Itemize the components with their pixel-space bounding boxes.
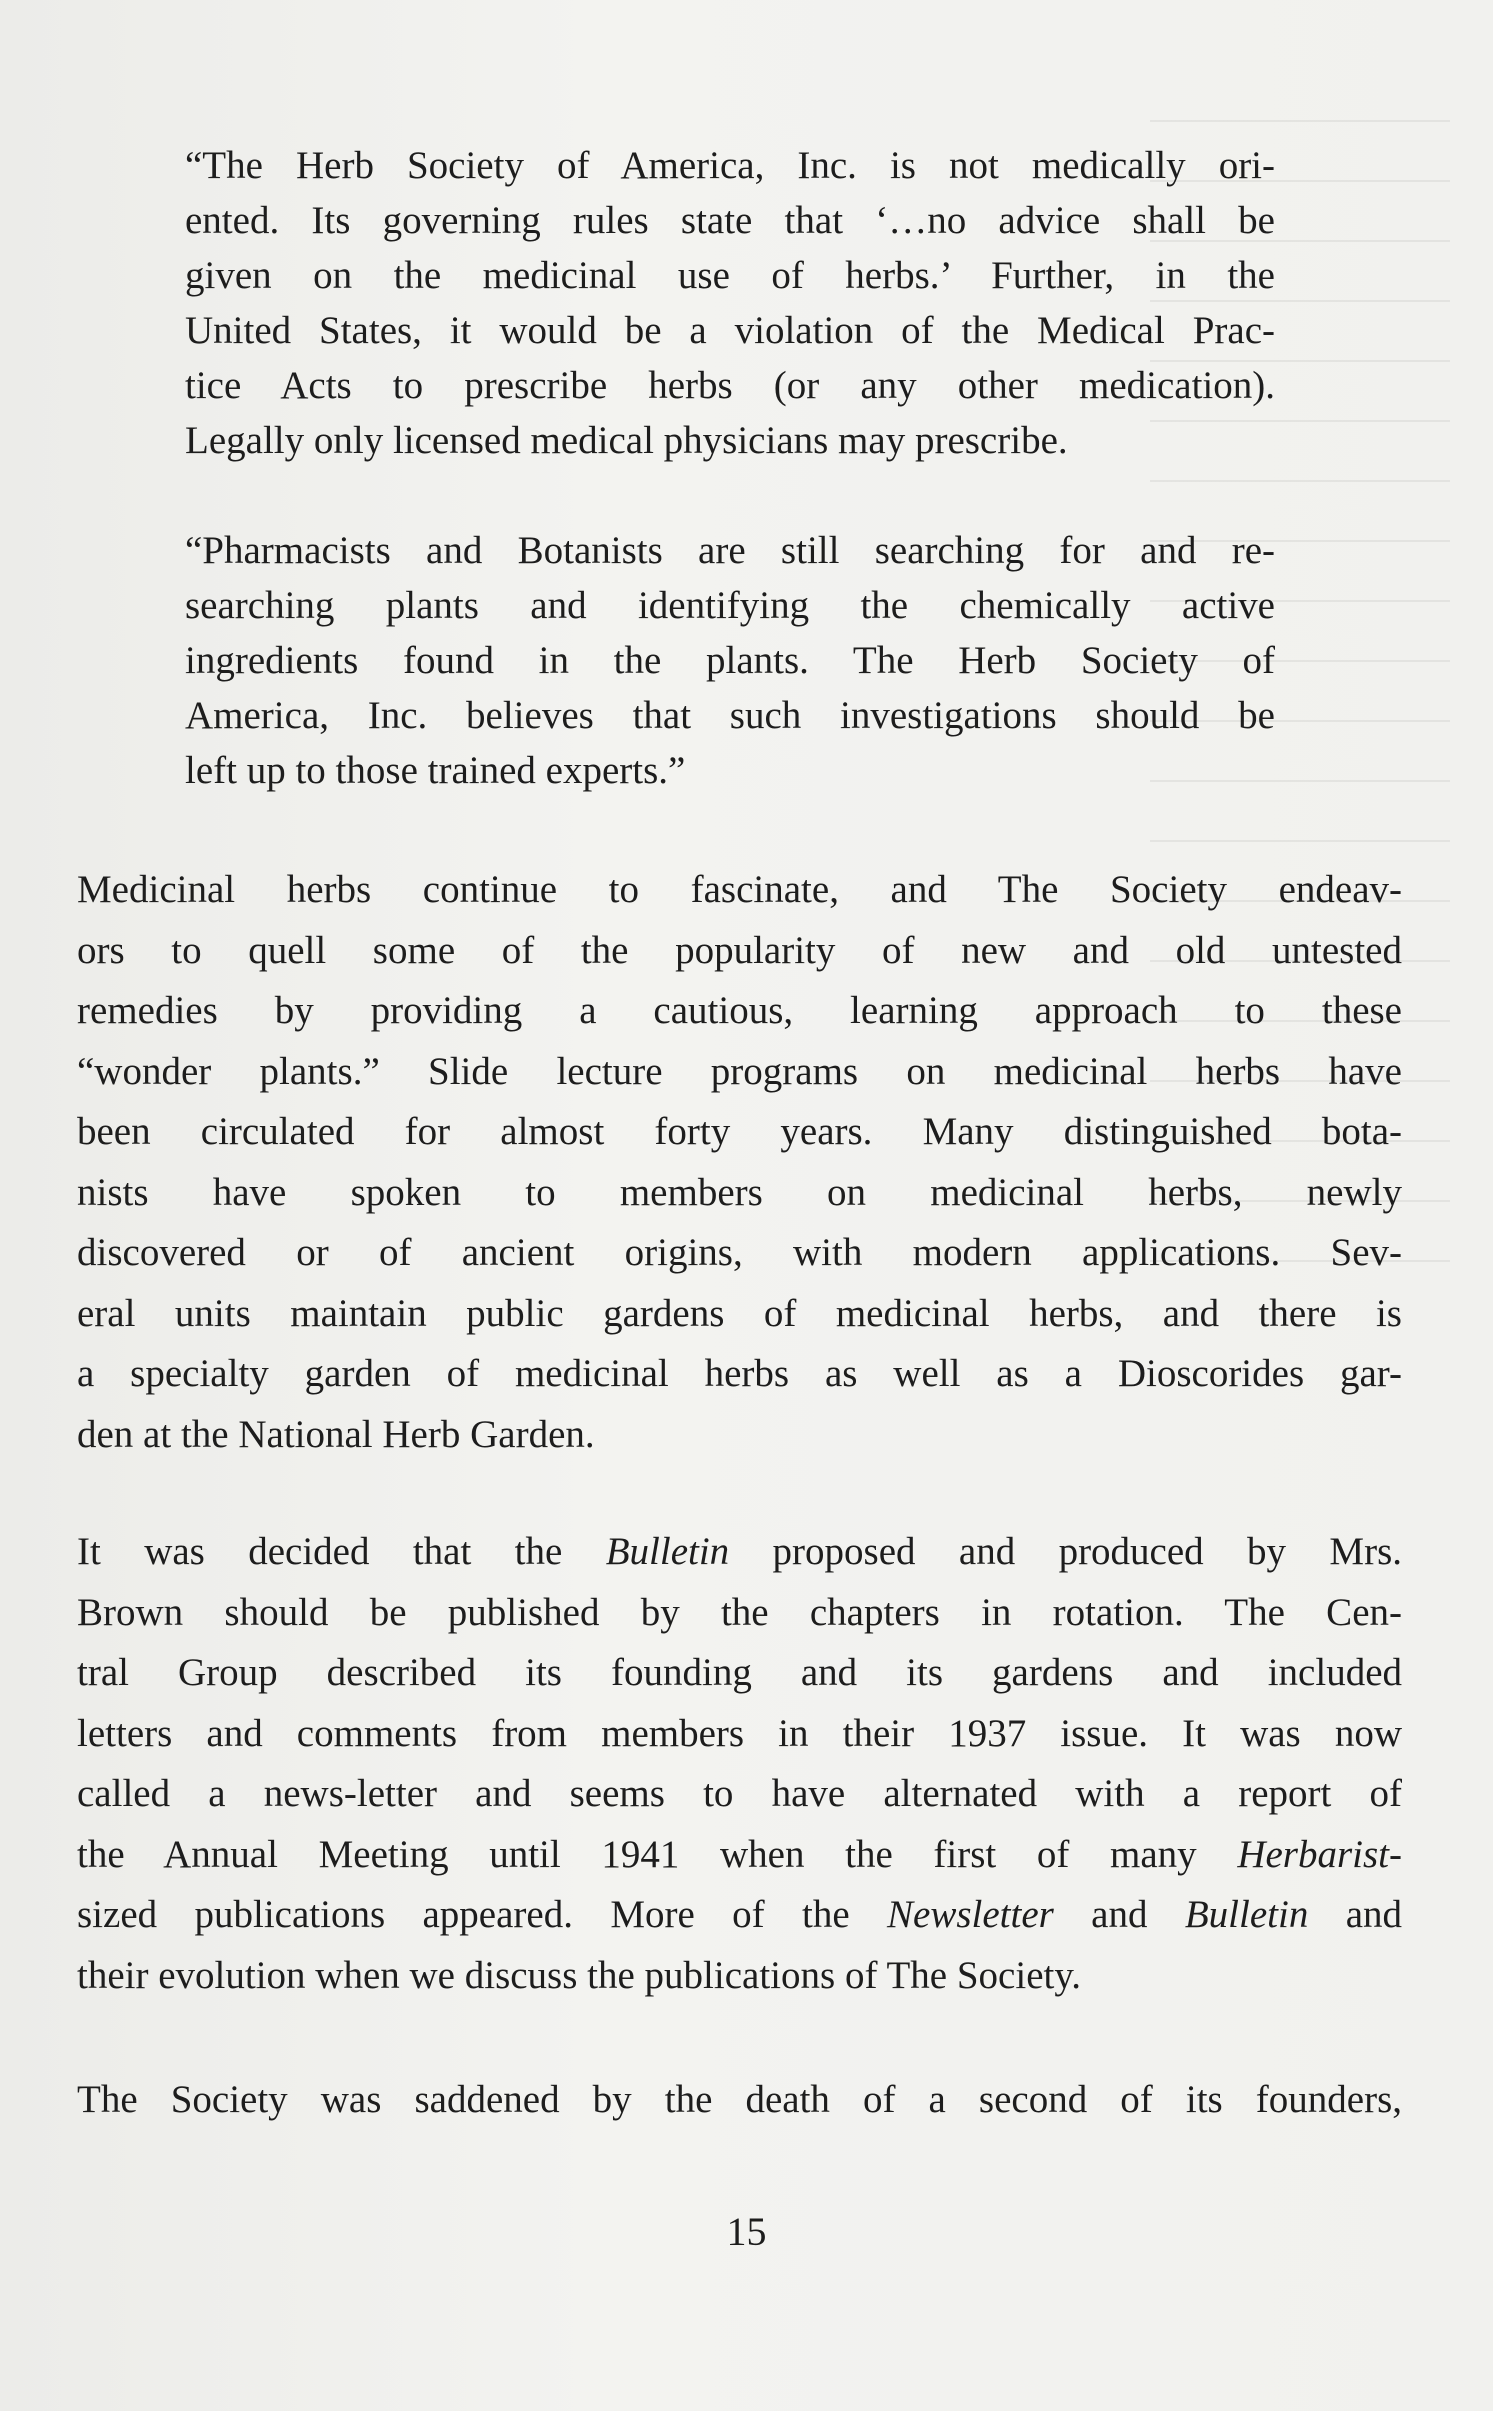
text-run: It was decided that the xyxy=(77,1530,606,1573)
italic-title: Bulletin xyxy=(605,1530,730,1573)
quote-block-1 xyxy=(185,138,1275,468)
text-line: The Society was saddened by the death of a second of its founders, xyxy=(77,2078,1402,2121)
text-line: “wonder plants.” Slide lecture programs on medicinal herbs have xyxy=(77,1049,1402,1093)
italic-title: Newsletter xyxy=(887,1893,1054,1936)
quote-line: ented. Its governing rules state that ‘…no advice shall be xyxy=(185,199,1275,242)
text-run: the Annual Meeting until 1941 when the first of many xyxy=(77,1832,1238,1876)
text-line: den at the National Herb Garden. xyxy=(77,1412,595,1456)
text-run: proposed and produced by Mrs. xyxy=(729,1530,1402,1573)
text-line: eral units maintain public gardens of medicinal herbs, and there is xyxy=(77,1291,1402,1335)
quote-line: United States, it would be a violation of the Medical Prac- xyxy=(185,309,1275,352)
quote-line: ingredients found in the plants. The Herb Society of xyxy=(185,639,1275,682)
text-run: sized publications appeared. More of the xyxy=(77,1893,887,1936)
text-line: called a news-letter and seems to have alternated with a report of xyxy=(77,1772,1402,1815)
paragraph-founders xyxy=(77,2070,1402,2131)
text-line: remedies by providing a cautious, learning approach to these xyxy=(77,989,1402,1032)
text-line: their evolution when we discuss the publications of The Society. xyxy=(77,1953,1082,1997)
quote-line: “The Herb Society of America, Inc. is not medically ori- xyxy=(185,144,1275,187)
text-line: letters and comments from members in their 1937 issue. It was now xyxy=(77,1711,1402,1755)
text-line: ors to quell some of the popularity of new and old untested xyxy=(77,928,1402,972)
quote-block-2 xyxy=(185,523,1275,798)
text-line xyxy=(77,1825,1402,1886)
quote-line: left up to those trained experts.” xyxy=(185,749,686,792)
text-line: a specialty garden of medicinal herbs as well as a Dioscorides gar- xyxy=(77,1352,1402,1395)
quote-line: searching plants and identifying the chemically active xyxy=(185,584,1275,627)
text-line: tral Group described its founding and its gardens and included xyxy=(77,1651,1402,1694)
text-line: nists have spoken to members on medicinal herbs, newly xyxy=(77,1170,1402,1214)
quote-line: “Pharmacists and Botanists are still searching for and re- xyxy=(185,529,1275,572)
text-run: and xyxy=(1308,1893,1403,1936)
text-line: Medicinal herbs continue to fascinate, and The Society endeav- xyxy=(77,868,1402,911)
paragraph-medicinal-herbs xyxy=(77,860,1402,1465)
text-line: been circulated for almost forty years. Many distinguished bota- xyxy=(77,1110,1402,1153)
text-line: Brown should be published by the chapters in rotation. The Cen- xyxy=(77,1590,1402,1634)
quote-line: America, Inc. believes that such investigations should be xyxy=(185,694,1275,737)
quote-line: Legally only licensed medical physicians may prescribe. xyxy=(185,419,1068,462)
text-run: and xyxy=(1053,1893,1185,1936)
text-line xyxy=(77,1522,1402,1583)
italic-title: Herbarist- xyxy=(1237,1832,1402,1876)
text-line xyxy=(77,1885,1402,1946)
quote-line: given on the medicinal use of herbs.’ Further, in the xyxy=(185,254,1275,297)
quote-line: tice Acts to prescribe herbs (or any other medication). xyxy=(185,364,1275,407)
italic-title: Bulletin xyxy=(1184,1893,1309,1936)
paragraph-bulletin xyxy=(77,1522,1402,2006)
text-line: discovered or of ancient origins, with modern applications. Sev- xyxy=(77,1231,1402,1274)
page-number: 15 xyxy=(726,2209,767,2254)
